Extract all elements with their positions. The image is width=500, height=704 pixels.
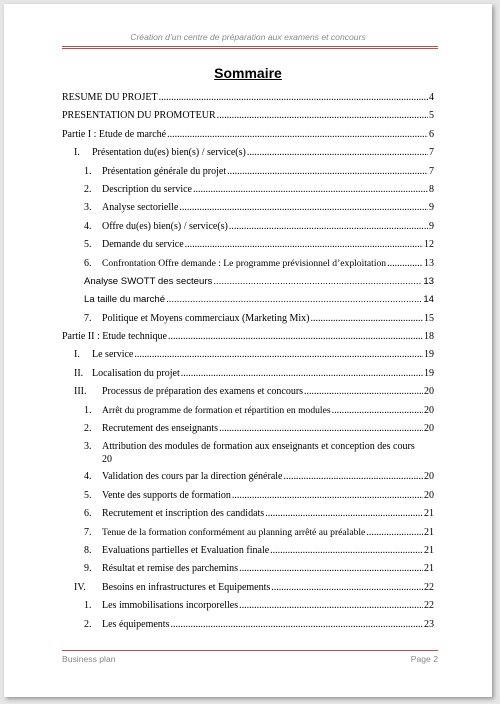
toc-entry-page: 14 [423,294,434,306]
toc-entry[interactable] [62,144,434,162]
toc-entry-page: 20 [424,423,434,435]
toc-entry-label: Offre du(es) bien(s) / service(s) [102,220,228,232]
toc-entry-number: 4. [84,471,92,483]
toc-entry-number: IV. [74,581,86,593]
toc-entry[interactable] [62,291,434,309]
toc-entry-number: 1. [84,600,92,612]
toc-entry-number: 7. [84,526,92,538]
toc-leader [213,273,422,291]
toc-leader [159,89,428,107]
toc-entry-page: 22 [424,600,434,612]
toc-leader [167,126,428,144]
toc-entry-number: 9. [84,563,92,575]
toc-entry-page: 15 [424,312,434,324]
toc-leader [181,365,423,383]
toc-entry-label: Evaluations partielles et Evaluation finale [102,544,270,556]
toc-entry-number: 3. [84,202,92,214]
toc-entry-number: 6. [84,257,92,269]
toc-entry-label: Partie I : Etude de marché [62,128,167,140]
toc-leader [179,199,428,217]
toc-entry-label: Résultat et remise des parchemins [102,563,239,575]
toc-entry[interactable] [62,236,434,254]
toc-entry-label: PRESENTATION DU PROMOTEUR [62,110,216,122]
toc-entry[interactable] [62,163,434,181]
toc-entry-label: Demande du service [102,239,184,251]
toc-entry[interactable] [62,181,434,199]
toc-entry-label: Validation des cours par la direction générale [102,471,283,483]
toc-entry-label: Analyse sectorielle [102,202,179,214]
toc-leader [247,144,428,162]
toc-entry[interactable] [62,579,434,597]
toc-entry[interactable] [62,328,434,346]
toc-entry-number: 1. [84,165,92,177]
toc-entry-label: Vente des supports de formation [102,489,231,501]
toc-entry-page: 7 [429,165,434,177]
toc-entry[interactable] [62,126,434,144]
toc-leader [310,310,423,328]
toc-entry[interactable] [62,402,434,420]
toc-entry-label: Attribution des modules de formation aux enseignants et conception des cours [102,441,415,453]
toc-entry[interactable] [62,107,434,125]
toc-entry-label: Les équipements [102,618,170,630]
toc-entry[interactable] [62,199,434,217]
toc-leader [229,218,428,236]
toc-leader [332,402,423,420]
toc-entry-page: 9 [429,202,434,214]
toc-entry-number: 5. [84,489,92,501]
toc-entry[interactable] [62,346,434,364]
toc-entry-page: 4 [429,92,434,103]
header-rule [62,46,438,49]
toc-entry-number: 3. [84,441,92,453]
toc-leader [166,291,422,309]
toc-leader [232,487,423,505]
toc-entry[interactable] [62,542,434,560]
toc-entry-page: 9 [429,220,434,232]
toc-entry-number: 2. [84,183,92,195]
toc-entry-label: Localisation du projet [92,367,180,379]
toc-leader [185,236,423,254]
toc-leader [219,420,423,438]
toc-entry-page: 12 [424,239,434,251]
toc-entry-number: 6. [84,508,92,520]
toc-entry-label-wrap [102,438,434,466]
toc-entry[interactable] [62,365,434,383]
toc-entry-page: 21 [424,563,434,575]
toc-entry[interactable] [62,616,434,634]
toc-entry-number: 5. [84,239,92,251]
toc-entry-page: 20 [102,454,112,466]
toc-entry-page: 20 [424,471,434,483]
toc-entry-page: 19 [424,367,434,379]
toc-entry-label: Description du service [102,183,192,195]
toc-leader [366,524,423,542]
toc-entry-page: 20 [424,489,434,501]
toc-entry-label: Recrutement et inscription des candidats [102,508,265,520]
toc-leader [271,579,423,597]
toc-entry-number: 2. [84,423,92,435]
toc-entry-label: Partie II : Etude technique [62,331,167,343]
toc-entry[interactable] [62,505,434,523]
toc-entry-page: 21 [424,544,434,556]
toc-leader [387,255,423,273]
toc-entry-label: Politique et Moyens commerciaux (Marketing Mix) [102,312,310,324]
toc-entry[interactable] [62,438,434,468]
toc-entry-label: Confrontation Offre demande : Le programme prévisionnel d’exploitation [102,257,387,269]
toc-entry-page: 21 [424,508,434,520]
toc-entry[interactable] [62,255,434,273]
table-of-contents [62,89,434,634]
toc-entry[interactable] [62,420,434,438]
toc-entry[interactable] [62,560,434,578]
toc-entry[interactable] [62,487,434,505]
toc-entry[interactable] [62,597,434,615]
toc-entry-page: 18 [424,331,434,343]
toc-entry-number: 1. [84,404,92,416]
toc-entry-page: 8 [429,183,434,195]
toc-entry-page: 21 [424,526,434,538]
toc-leader [168,328,423,346]
toc-entry-number: 7. [84,312,92,324]
toc-leader [193,181,428,199]
toc-leader [283,468,423,486]
toc-entry-label: Analyse SWOTT des secteurs [84,275,213,287]
toc-entry-page: 23 [424,618,434,630]
footer-rule [62,650,438,651]
page-title: Sommaire [214,65,282,81]
toc-entry-number: 8. [84,544,92,556]
toc-entry-number: II. [74,367,84,379]
toc-entry-number: 4. [84,220,92,232]
toc-entry[interactable] [62,468,434,486]
document-page [4,4,492,697]
toc-leader [239,560,423,578]
footer-document-name: Business plan [62,654,116,664]
toc-entry-label: Présentation générale du projet [102,165,227,177]
toc-entry-label: Présentation du(es) bien(s) / service(s) [92,147,246,159]
toc-entry-label: Processus de préparation des examens et concours [102,386,304,398]
running-header: Création d’un centre de préparation aux examens et concours [130,32,366,42]
toc-leader [304,383,423,401]
toc-entry-page: 13 [423,275,434,287]
toc-entry[interactable] [62,89,434,107]
toc-entry-page: 20 [424,404,434,416]
toc-entry-label: Besoins en infrastructures et Equipements [102,581,271,593]
toc-entry-label: Les immobilisations incorporelles [102,600,239,612]
toc-entry-label: RESUME DU PROJET [62,92,158,103]
toc-entry-page: 19 [424,349,434,361]
footer-page-number: Page 2 [410,654,438,664]
toc-leader [170,616,423,634]
toc-leader [239,597,423,615]
toc-entry-page: 5 [429,110,434,122]
toc-entry-label: Le service [92,349,134,361]
toc-leader [265,505,423,523]
toc-entry-label: La taille du marché [84,294,166,306]
toc-entry-number: I. [74,349,80,361]
toc-entry-number: III. [74,386,87,398]
toc-entry[interactable] [62,218,434,236]
toc-entry-page: 20 [424,386,434,398]
toc-entry[interactable] [62,524,434,542]
toc-leader [270,542,423,560]
toc-leader [227,163,428,181]
toc-entry-label: Recrutement des enseignants [102,423,219,435]
toc-entry-page: 22 [424,581,434,593]
toc-entry-page: 6 [429,128,434,140]
toc-entry-label: Tenue de la formation conformément au planning arrêté au préalable [102,526,366,538]
toc-entry[interactable] [62,273,434,291]
toc-leader [134,346,423,364]
toc-entry-number: 2. [84,618,92,630]
toc-entry-page: 13 [424,257,434,269]
toc-entry[interactable] [62,310,434,328]
toc-entry[interactable] [62,383,434,401]
toc-entry-number: I. [74,147,80,159]
toc-leader [217,107,428,125]
toc-entry-label: Arrêt du programme de formation et répartition en modules [102,404,331,416]
toc-entry-page: 7 [429,147,434,159]
